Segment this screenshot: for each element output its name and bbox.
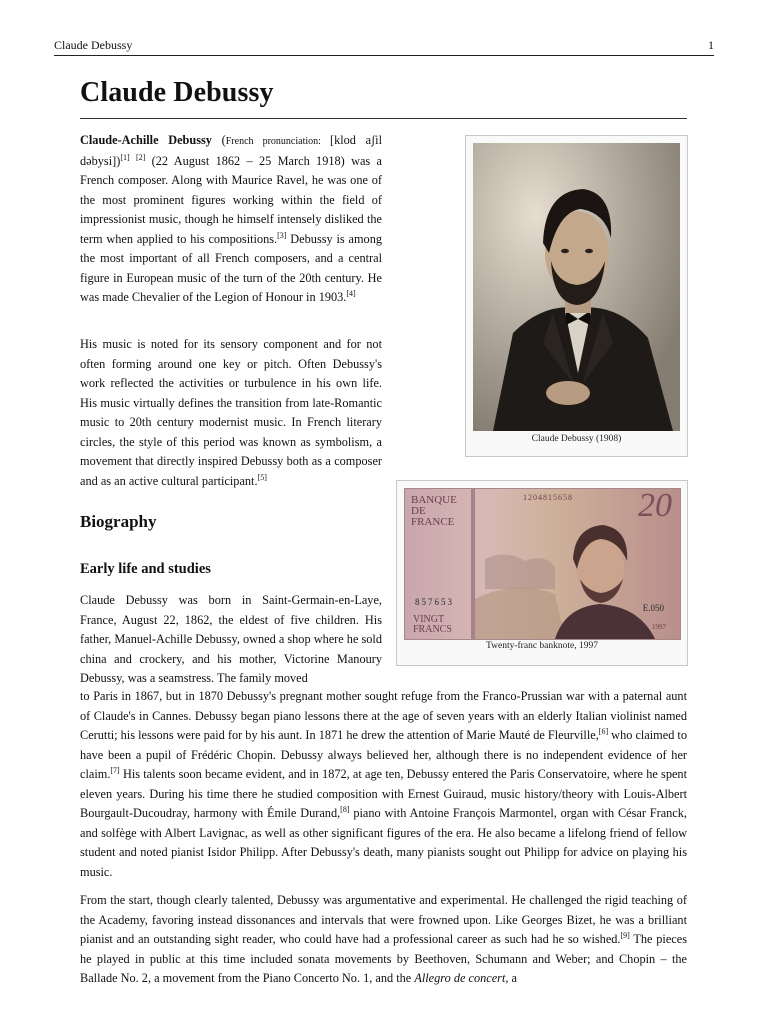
title-divider	[80, 118, 687, 119]
citation-link[interactable]: [9]	[620, 931, 630, 940]
early-text-d: piano with Antoine François Marmontel, organ with César Franck, and solfège with Albert Lavignac, as well as other significant figures of the era. He also became a lifelong friend of fellow student and noted pianist Isidor Philipp. After Debussy's death, many pianists sought out Philipp for advice on playing his music.	[80, 806, 687, 879]
citation-link[interactable]: [3]	[277, 230, 287, 240]
academy-text-c: , a	[505, 971, 517, 985]
page-number: 1	[708, 38, 714, 52]
banknote-caption: Twenty-franc banknote, 1997	[486, 641, 598, 651]
running-header-title: Claude Debussy	[54, 38, 133, 52]
portrait-illustration	[473, 143, 680, 431]
academy-paragraph-block	[80, 891, 687, 989]
citation-link[interactable]: [6]	[598, 727, 609, 736]
portrait-photo[interactable]	[473, 143, 680, 431]
work-title: Allegro de concert	[414, 971, 506, 985]
citation-link[interactable]: [2]	[135, 152, 146, 162]
early-text-a: to Paris in 1867, but in 1870 Debussy's pregnant mother sought refuge from the Franco-Prussian war with a paternal aunt of Claude's in Cannes. Debussy began piano lessons there at the age of seven years with an elderly Italian violinist named Cerutti; his lessons were paid for by his aunt. In 1871 he drew the attention of Marie Mauté de Fleurville,	[80, 689, 687, 742]
banknote-bank-name: BANQUE DE FRANCE	[411, 494, 457, 528]
banknote-denomination: 20	[638, 488, 672, 524]
banknote-code: E.050	[642, 603, 664, 613]
banknote-serial: 857653	[415, 597, 454, 607]
banknote-figure	[396, 480, 688, 666]
academy-text-a: From the start, though clearly talented, Debussy was argumentative and experimental. He challenged the rigid teaching of the Academy, favoring instead dissonances and intervals that were frowned upon. Like Georges Bizet, he was a brilliant pianist and an outstanding sight reader, who could have had a professional career as such had he so wished.	[80, 893, 687, 946]
ipa-text-2: dəbysi]	[80, 153, 117, 168]
citation-link[interactable]: [4]	[346, 289, 356, 298]
early-life-continuation	[80, 687, 687, 882]
citation-link[interactable]: [8]	[340, 805, 350, 814]
subject-name: Claude-Achille Debussy	[80, 133, 212, 147]
banknote-words: VINGT FRANCS	[413, 614, 452, 635]
ipa-text-1: [klod aʃil	[330, 133, 383, 147]
intro-text-b: Debussy is among the most important of all French composers, and a central figure in European music of the turn of the 20th century. He was made Chevalier of the Legion of Honour in 1903.	[80, 231, 383, 304]
academy-paragraph	[80, 891, 687, 989]
intro-text-a: (22 August 1862 – 25 March 1918) was a French composer. Along with Maurice Ravel, he was one of the most prominent figures working within the field of impressionist music, though he himself intensely disliked the term when applied to his compositions.	[80, 153, 383, 246]
music-paragraph-block	[80, 335, 382, 491]
early-life-paragraph-rest	[80, 687, 687, 882]
portrait-caption: Claude Debussy (1908)	[531, 434, 622, 444]
running-header	[54, 38, 714, 56]
page-title: Claude Debussy	[80, 77, 274, 108]
pronunciation-label: French pronunciation:	[225, 136, 330, 147]
subsection-heading-early-life: Early life and studies	[80, 561, 211, 577]
citation-link[interactable]: [1]	[120, 152, 130, 162]
portrait-figure	[465, 135, 688, 457]
pron-close: )	[116, 153, 121, 168]
citation-link[interactable]: [5]	[257, 472, 267, 482]
intro-paragraph-block	[80, 131, 382, 308]
intro-paragraph	[80, 131, 382, 308]
citation-link[interactable]: [7]	[110, 766, 120, 775]
academy-text-b: The pieces he played in public at this time included sonata movements by Beethoven, Schumann and Weber; and Chopin – the Ballade No. 2, a movement from the Piano Concerto No. 1, and the	[80, 932, 687, 985]
pron-open: (	[211, 133, 226, 147]
early-life-column	[80, 591, 382, 689]
banknote-top-serial: 1204815658	[523, 493, 573, 502]
banknote-year: 1997	[652, 623, 666, 631]
early-text-c: His talents soon became evident, and in 1872, at age ten, Debussy entered the Paris Conservatoire, where he spent eleven years. During his time there he studied composition with Ernest Guiraud, music history/theory with Louis-Albert Bourgault-Ducoudray, harmony with Émile Durand,	[80, 767, 687, 820]
banknote-image[interactable]	[404, 488, 681, 640]
section-heading-biography: Biography	[80, 512, 157, 531]
early-text-b: who claimed to have been a pupil of Frédéric Chopin. Debussy always believed her, although there is no independent evidence of her claim.	[80, 728, 687, 781]
music-paragraph-text: His music is noted for its sensory component and for not often forming around one key or pitch. Often Debussy's work reflected the activities or turbulence in his own life. His music virtually defines the transition from late-Romantic music to 20th century modernist music. In French literary circles, the style of this period was known as symbolism, a movement that directly inspired Debussy both as a composer and as an active cultural participant.	[80, 337, 382, 488]
music-paragraph	[80, 335, 382, 491]
early-life-paragraph-start: Claude Debussy was born in Saint-Germain-en-Laye, France, August 22, 1862, the eldest of five children. His father, Manuel-Achille Debussy, owned a shop where he sold china and crockery, and his mother, Victorine Manoury Debussy, was a seamstress. The family moved	[80, 593, 382, 685]
